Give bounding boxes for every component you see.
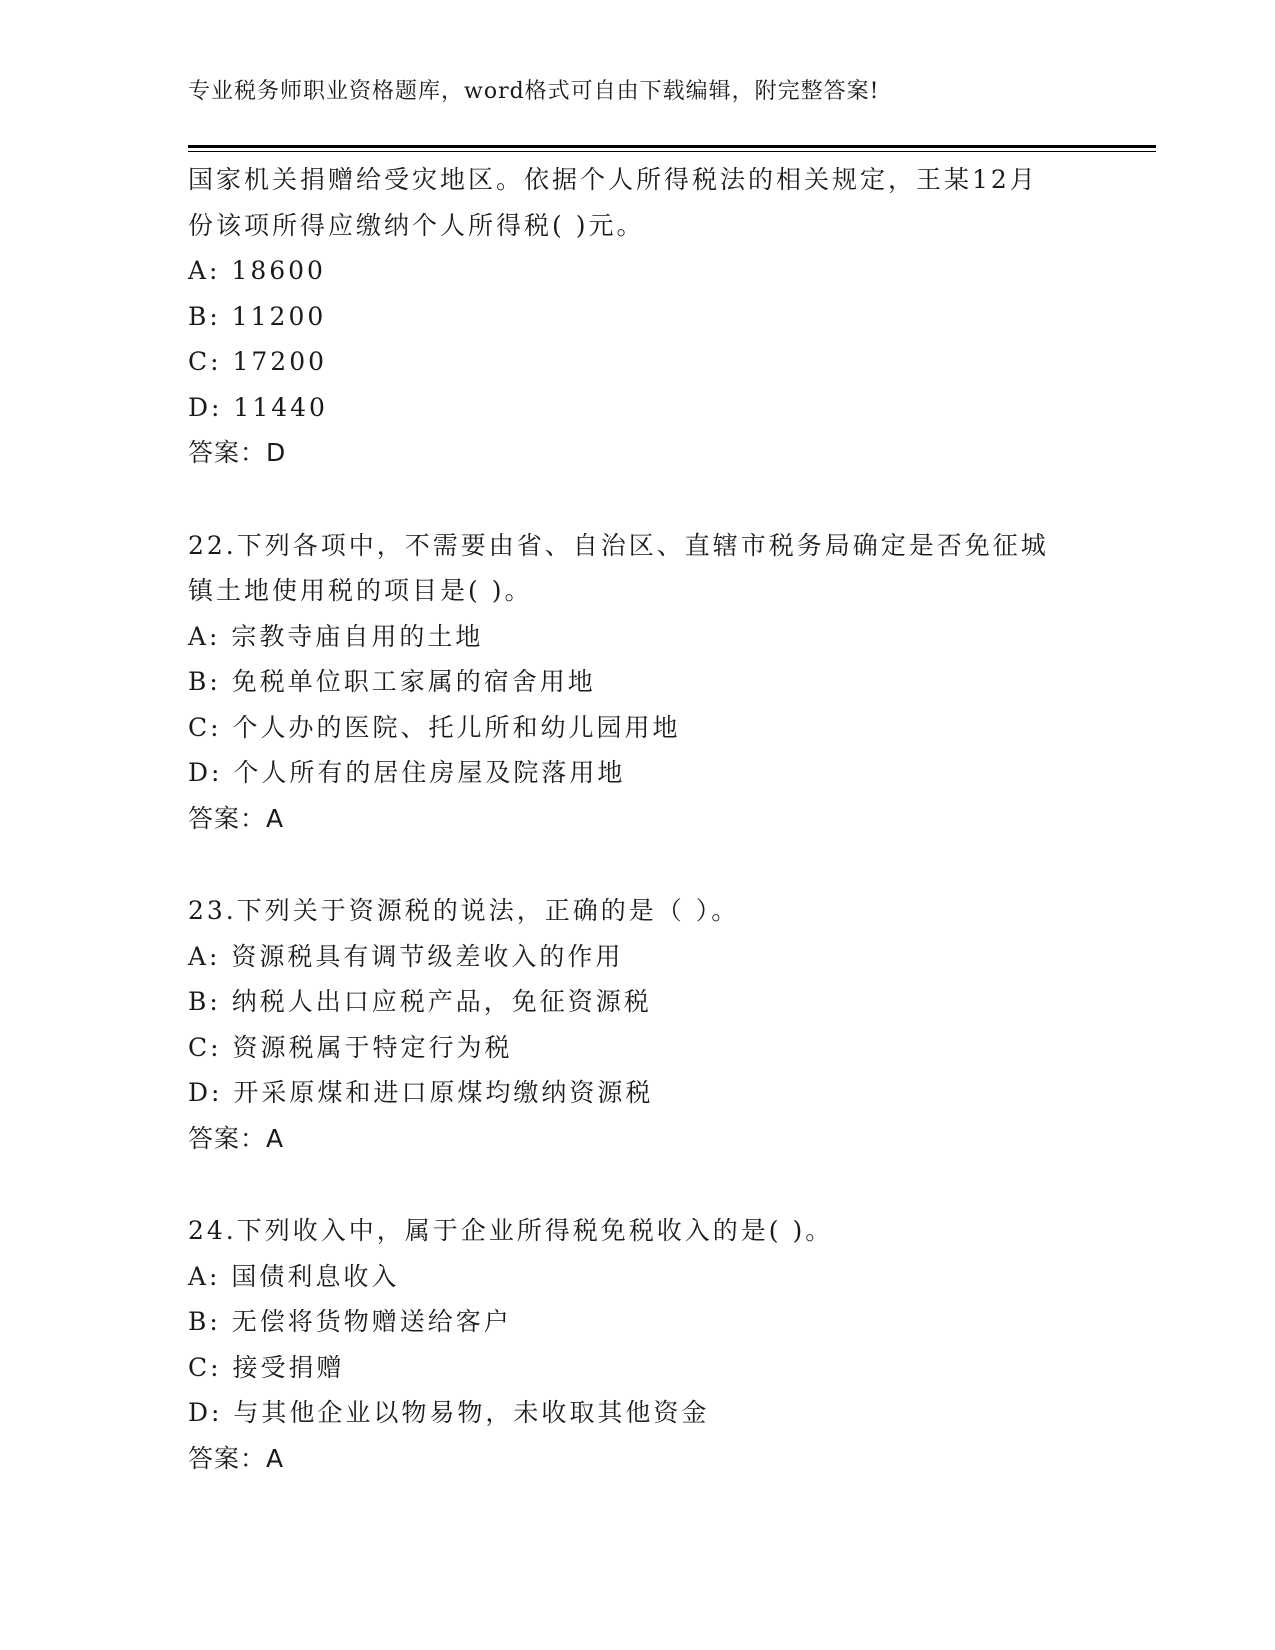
option-b: B: 免税单位职工家属的宿舍用地 xyxy=(188,667,596,696)
question-text: 份该项所得应缴纳个人所得税( )元。 xyxy=(188,210,645,240)
option-c: C: 17200 xyxy=(188,347,328,376)
option-c: C: 接受捐赠 xyxy=(188,1352,345,1382)
option-d: D: 开采原煤和进口原煤均缴纳资源税 xyxy=(188,1078,654,1107)
header-rule-thin xyxy=(188,151,1156,152)
question-22 xyxy=(188,523,1088,842)
option-a: A: 18600 xyxy=(188,256,326,285)
question-list xyxy=(188,157,1088,1481)
option-c: C: 个人办的医院、托儿所和幼儿园用地 xyxy=(188,712,681,742)
option-a: A: 宗教寺庙自用的土地 xyxy=(188,621,484,651)
answer: 答案：A xyxy=(188,1443,285,1473)
option-b: B: 无偿将货物赠送给客户 xyxy=(188,1307,512,1336)
option-d: D: 个人所有的居住房屋及院落用地 xyxy=(188,758,626,787)
question-23 xyxy=(188,888,1088,1161)
question-21-continued xyxy=(188,157,1088,476)
answer: 答案：A xyxy=(188,803,285,833)
question-24 xyxy=(188,1208,1088,1481)
option-a: A: 国债利息收入 xyxy=(188,1261,400,1291)
option-b: B: 11200 xyxy=(188,301,327,331)
option-c: C: 资源税属于特定行为税 xyxy=(188,1032,513,1062)
question-text: 国家机关捐赠给受灾地区。依据个人所得税法的相关规定，王某12月 xyxy=(188,165,1038,194)
answer: 答案：D xyxy=(188,438,287,467)
answer: 答案：A xyxy=(188,1123,285,1153)
header-rule-thick xyxy=(188,145,1156,148)
question-text: 22.下列各项中，不需要由省、自治区、直辖市税务局确定是否免征城 xyxy=(188,530,1049,560)
question-text: 23.下列关于资源税的说法，正确的是（ ）。 xyxy=(188,896,740,925)
question-text: 镇土地使用税的项目是( )。 xyxy=(188,576,533,605)
option-d: D: 11440 xyxy=(188,392,328,422)
option-d: D: 与其他企业以物易物，未收取其他资金 xyxy=(188,1398,710,1427)
option-b: B: 纳税人出口应税产品，免征资源税 xyxy=(188,987,652,1016)
question-text: 24.下列收入中，属于企业所得税免税收入的是( )。 xyxy=(188,1216,834,1245)
page-header: 专业税务师职业资格题库，word格式可自由下载编辑，附完整答案! xyxy=(188,79,880,104)
option-a: A: 资源税具有调节级差收入的作用 xyxy=(188,941,624,971)
